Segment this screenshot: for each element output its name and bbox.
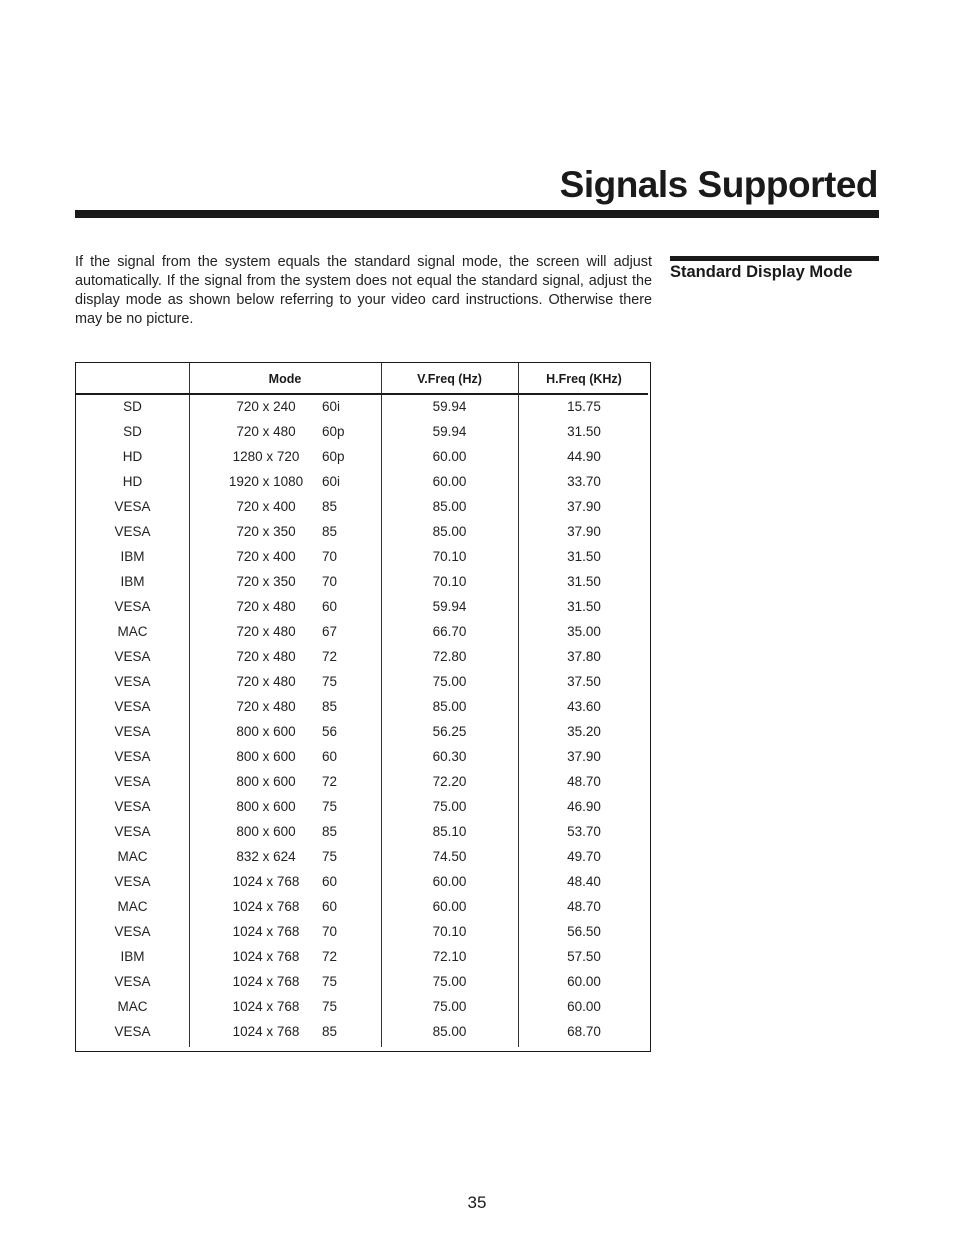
signal-type-cell: SD xyxy=(123,399,142,414)
resolution-cell: 1280 x 720 xyxy=(232,449,300,464)
hfreq-cell: 31.50 xyxy=(567,574,601,589)
resolution-cell: 720 x 350 xyxy=(236,574,296,589)
resolution-cell: 720 x 480 xyxy=(236,649,296,664)
table-row xyxy=(76,444,650,469)
hfreq-cell: 68.70 xyxy=(567,1024,601,1039)
refresh-rate-cell: 56 xyxy=(322,724,338,739)
vfreq-cell: 59.94 xyxy=(432,424,467,439)
vfreq-cell: 85.10 xyxy=(432,824,467,839)
resolution-cell: 1024 x 768 xyxy=(232,899,300,914)
table-row xyxy=(76,669,650,694)
vfreq-cell: 72.10 xyxy=(432,949,467,964)
table-row xyxy=(76,594,650,619)
signal-type-cell: VESA xyxy=(114,1024,151,1039)
hfreq-cell: 15.75 xyxy=(567,399,601,414)
signals-table xyxy=(75,362,651,1052)
signal-type-cell: VESA xyxy=(114,524,151,539)
refresh-rate-cell: 85 xyxy=(322,1024,338,1039)
vfreq-cell: 56.25 xyxy=(432,724,467,739)
table-row xyxy=(76,644,650,669)
hfreq-cell: 44.90 xyxy=(567,449,601,464)
table-row xyxy=(76,694,650,719)
vfreq-cell: 74.50 xyxy=(432,849,467,864)
refresh-rate-cell: 85 xyxy=(322,824,338,839)
refresh-rate-cell: 67 xyxy=(322,624,338,639)
signal-type-cell: MAC xyxy=(117,999,148,1014)
resolution-cell: 720 x 400 xyxy=(236,549,296,564)
header-vfreq: V.Freq (Hz) xyxy=(417,372,482,386)
vfreq-cell: 85.00 xyxy=(432,699,467,714)
refresh-rate-cell: 75 xyxy=(322,974,338,989)
refresh-rate-cell: 60i xyxy=(322,474,341,489)
resolution-cell: 1024 x 768 xyxy=(232,949,300,964)
refresh-rate-cell: 60 xyxy=(322,899,338,914)
resolution-cell: 800 x 600 xyxy=(236,824,296,839)
vfreq-cell: 75.00 xyxy=(432,974,467,989)
table-row xyxy=(76,844,650,869)
signal-type-cell: MAC xyxy=(117,849,148,864)
resolution-cell: 720 x 480 xyxy=(236,599,296,614)
signal-type-cell: VESA xyxy=(114,799,151,814)
table-row xyxy=(76,419,650,444)
resolution-cell: 800 x 600 xyxy=(236,724,296,739)
table-row xyxy=(76,744,650,769)
resolution-cell: 720 x 480 xyxy=(236,699,296,714)
table-row xyxy=(76,569,650,594)
resolution-cell: 1024 x 768 xyxy=(232,924,300,939)
hfreq-cell: 31.50 xyxy=(567,599,601,614)
header-hfreq: H.Freq (KHz) xyxy=(546,372,622,386)
resolution-cell: 800 x 600 xyxy=(236,799,296,814)
refresh-rate-cell: 72 xyxy=(322,774,338,789)
refresh-rate-cell: 72 xyxy=(322,649,338,664)
signal-type-cell: HD xyxy=(122,449,143,464)
refresh-rate-cell: 60p xyxy=(322,424,345,439)
signal-type-cell: VESA xyxy=(114,749,151,764)
hfreq-cell: 60.00 xyxy=(567,974,601,989)
hfreq-cell: 43.60 xyxy=(567,699,601,714)
vfreq-cell: 60.30 xyxy=(432,749,467,764)
refresh-rate-cell: 60p xyxy=(322,449,345,464)
page-number: 35 xyxy=(467,1193,487,1212)
hfreq-cell: 49.70 xyxy=(567,849,601,864)
resolution-cell: 720 x 480 xyxy=(236,424,296,439)
signal-type-cell: VESA xyxy=(114,699,151,714)
table-row xyxy=(76,769,650,794)
hfreq-cell: 48.70 xyxy=(567,774,601,789)
vfreq-cell: 60.00 xyxy=(432,474,467,489)
intro-paragraph: If the signal from the system equals the standard signal mode, the screen will adjust automatically. If the signal from the system does not equal the standard signal, adjust the display mode as shown below referring to your video card instructions. Otherwise there may be no picture. xyxy=(75,254,652,327)
signal-type-cell: VESA xyxy=(114,724,151,739)
vfreq-cell: 70.10 xyxy=(432,924,467,939)
table-row xyxy=(76,394,650,419)
signal-type-cell: VESA xyxy=(114,649,151,664)
signal-type-cell: VESA xyxy=(114,499,151,514)
hfreq-cell: 53.70 xyxy=(567,824,601,839)
signal-type-cell: VESA xyxy=(114,599,151,614)
hfreq-cell: 37.90 xyxy=(567,499,601,514)
resolution-cell: 720 x 400 xyxy=(236,499,296,514)
refresh-rate-cell: 85 xyxy=(322,524,338,539)
signal-type-cell: MAC xyxy=(117,899,148,914)
table-row xyxy=(76,719,650,744)
vfreq-cell: 75.00 xyxy=(432,999,467,1014)
vfreq-cell: 85.00 xyxy=(432,1024,467,1039)
hfreq-cell: 33.70 xyxy=(567,474,601,489)
table-row xyxy=(76,994,650,1019)
refresh-rate-cell: 70 xyxy=(322,924,338,939)
table-row xyxy=(76,944,650,969)
hfreq-cell: 57.50 xyxy=(567,949,601,964)
table-row xyxy=(76,794,650,819)
table-row xyxy=(76,869,650,894)
refresh-rate-cell: 70 xyxy=(322,574,338,589)
table-row xyxy=(76,494,650,519)
signal-type-cell: VESA xyxy=(114,824,151,839)
resolution-cell: 1024 x 768 xyxy=(232,974,300,989)
resolution-cell: 1024 x 768 xyxy=(232,874,300,889)
vfreq-cell: 72.20 xyxy=(432,774,467,789)
vfreq-cell: 66.70 xyxy=(432,624,467,639)
vfreq-cell: 59.94 xyxy=(432,599,467,614)
hfreq-cell: 35.20 xyxy=(567,724,601,739)
refresh-rate-cell: 60i xyxy=(322,399,341,414)
refresh-rate-cell: 60 xyxy=(322,749,338,764)
side-heading: Standard Display Mode xyxy=(670,263,853,281)
resolution-cell: 720 x 240 xyxy=(236,399,296,414)
refresh-rate-cell: 70 xyxy=(322,549,338,564)
vfreq-cell: 60.00 xyxy=(432,899,467,914)
table-row xyxy=(76,544,650,569)
refresh-rate-cell: 85 xyxy=(322,499,338,514)
table-row xyxy=(76,519,650,544)
resolution-cell: 720 x 350 xyxy=(236,524,296,539)
vfreq-cell: 59.94 xyxy=(432,399,467,414)
refresh-rate-cell: 60 xyxy=(322,874,338,889)
table-row xyxy=(76,819,650,844)
hfreq-cell: 37.80 xyxy=(567,649,601,664)
page-title: Signals Supported xyxy=(559,164,878,205)
signal-type-cell: SD xyxy=(123,424,142,439)
resolution-cell: 720 x 480 xyxy=(236,674,296,689)
table-row xyxy=(76,469,650,494)
refresh-rate-cell: 60 xyxy=(322,599,338,614)
signal-type-cell: MAC xyxy=(117,624,148,639)
hfreq-cell: 46.90 xyxy=(567,799,601,814)
signal-type-cell: IBM xyxy=(120,949,145,964)
refresh-rate-cell: 75 xyxy=(322,674,338,689)
signal-type-cell: VESA xyxy=(114,924,151,939)
hfreq-cell: 48.40 xyxy=(567,874,601,889)
refresh-rate-cell: 72 xyxy=(322,949,338,964)
resolution-cell: 720 x 480 xyxy=(236,624,296,639)
vfreq-cell: 72.80 xyxy=(432,649,467,664)
vfreq-cell: 60.00 xyxy=(432,874,467,889)
table-row xyxy=(76,1019,650,1044)
vfreq-cell: 70.10 xyxy=(432,549,467,564)
vfreq-cell: 75.00 xyxy=(432,799,467,814)
refresh-rate-cell: 75 xyxy=(322,999,338,1014)
table-row xyxy=(76,894,650,919)
table-row xyxy=(76,619,650,644)
side-heading-rule xyxy=(670,256,879,261)
refresh-rate-cell: 85 xyxy=(322,699,338,714)
hfreq-cell: 37.90 xyxy=(567,524,601,539)
resolution-cell: 800 x 600 xyxy=(236,774,296,789)
vfreq-cell: 75.00 xyxy=(432,674,467,689)
title-rule xyxy=(75,210,879,218)
hfreq-cell: 31.50 xyxy=(567,424,601,439)
resolution-cell: 1920 x 1080 xyxy=(228,474,304,489)
resolution-cell: 1024 x 768 xyxy=(232,1024,300,1039)
refresh-rate-cell: 75 xyxy=(322,849,338,864)
signal-type-cell: IBM xyxy=(120,549,145,564)
vfreq-cell: 60.00 xyxy=(432,449,467,464)
hfreq-cell: 60.00 xyxy=(567,999,601,1014)
signal-type-cell: HD xyxy=(122,474,143,489)
resolution-cell: 832 x 624 xyxy=(236,849,296,864)
signal-type-cell: VESA xyxy=(114,974,151,989)
table-row xyxy=(76,919,650,944)
header-mode: Mode xyxy=(268,372,302,386)
resolution-cell: 1024 x 768 xyxy=(232,999,300,1014)
signal-type-cell: VESA xyxy=(114,774,151,789)
signal-type-cell: VESA xyxy=(114,874,151,889)
vfreq-cell: 85.00 xyxy=(432,499,467,514)
signal-type-cell: IBM xyxy=(120,574,145,589)
hfreq-cell: 31.50 xyxy=(567,549,601,564)
resolution-cell: 800 x 600 xyxy=(236,749,296,764)
hfreq-cell: 56.50 xyxy=(567,924,601,939)
refresh-rate-cell: 75 xyxy=(322,799,338,814)
table-row xyxy=(76,969,650,994)
header-type xyxy=(76,363,189,393)
signal-type-cell: VESA xyxy=(114,674,151,689)
vfreq-cell: 85.00 xyxy=(432,524,467,539)
vfreq-cell: 70.10 xyxy=(432,574,467,589)
hfreq-cell: 37.50 xyxy=(567,674,601,689)
hfreq-cell: 48.70 xyxy=(567,899,601,914)
hfreq-cell: 37.90 xyxy=(567,749,601,764)
hfreq-cell: 35.00 xyxy=(567,624,601,639)
